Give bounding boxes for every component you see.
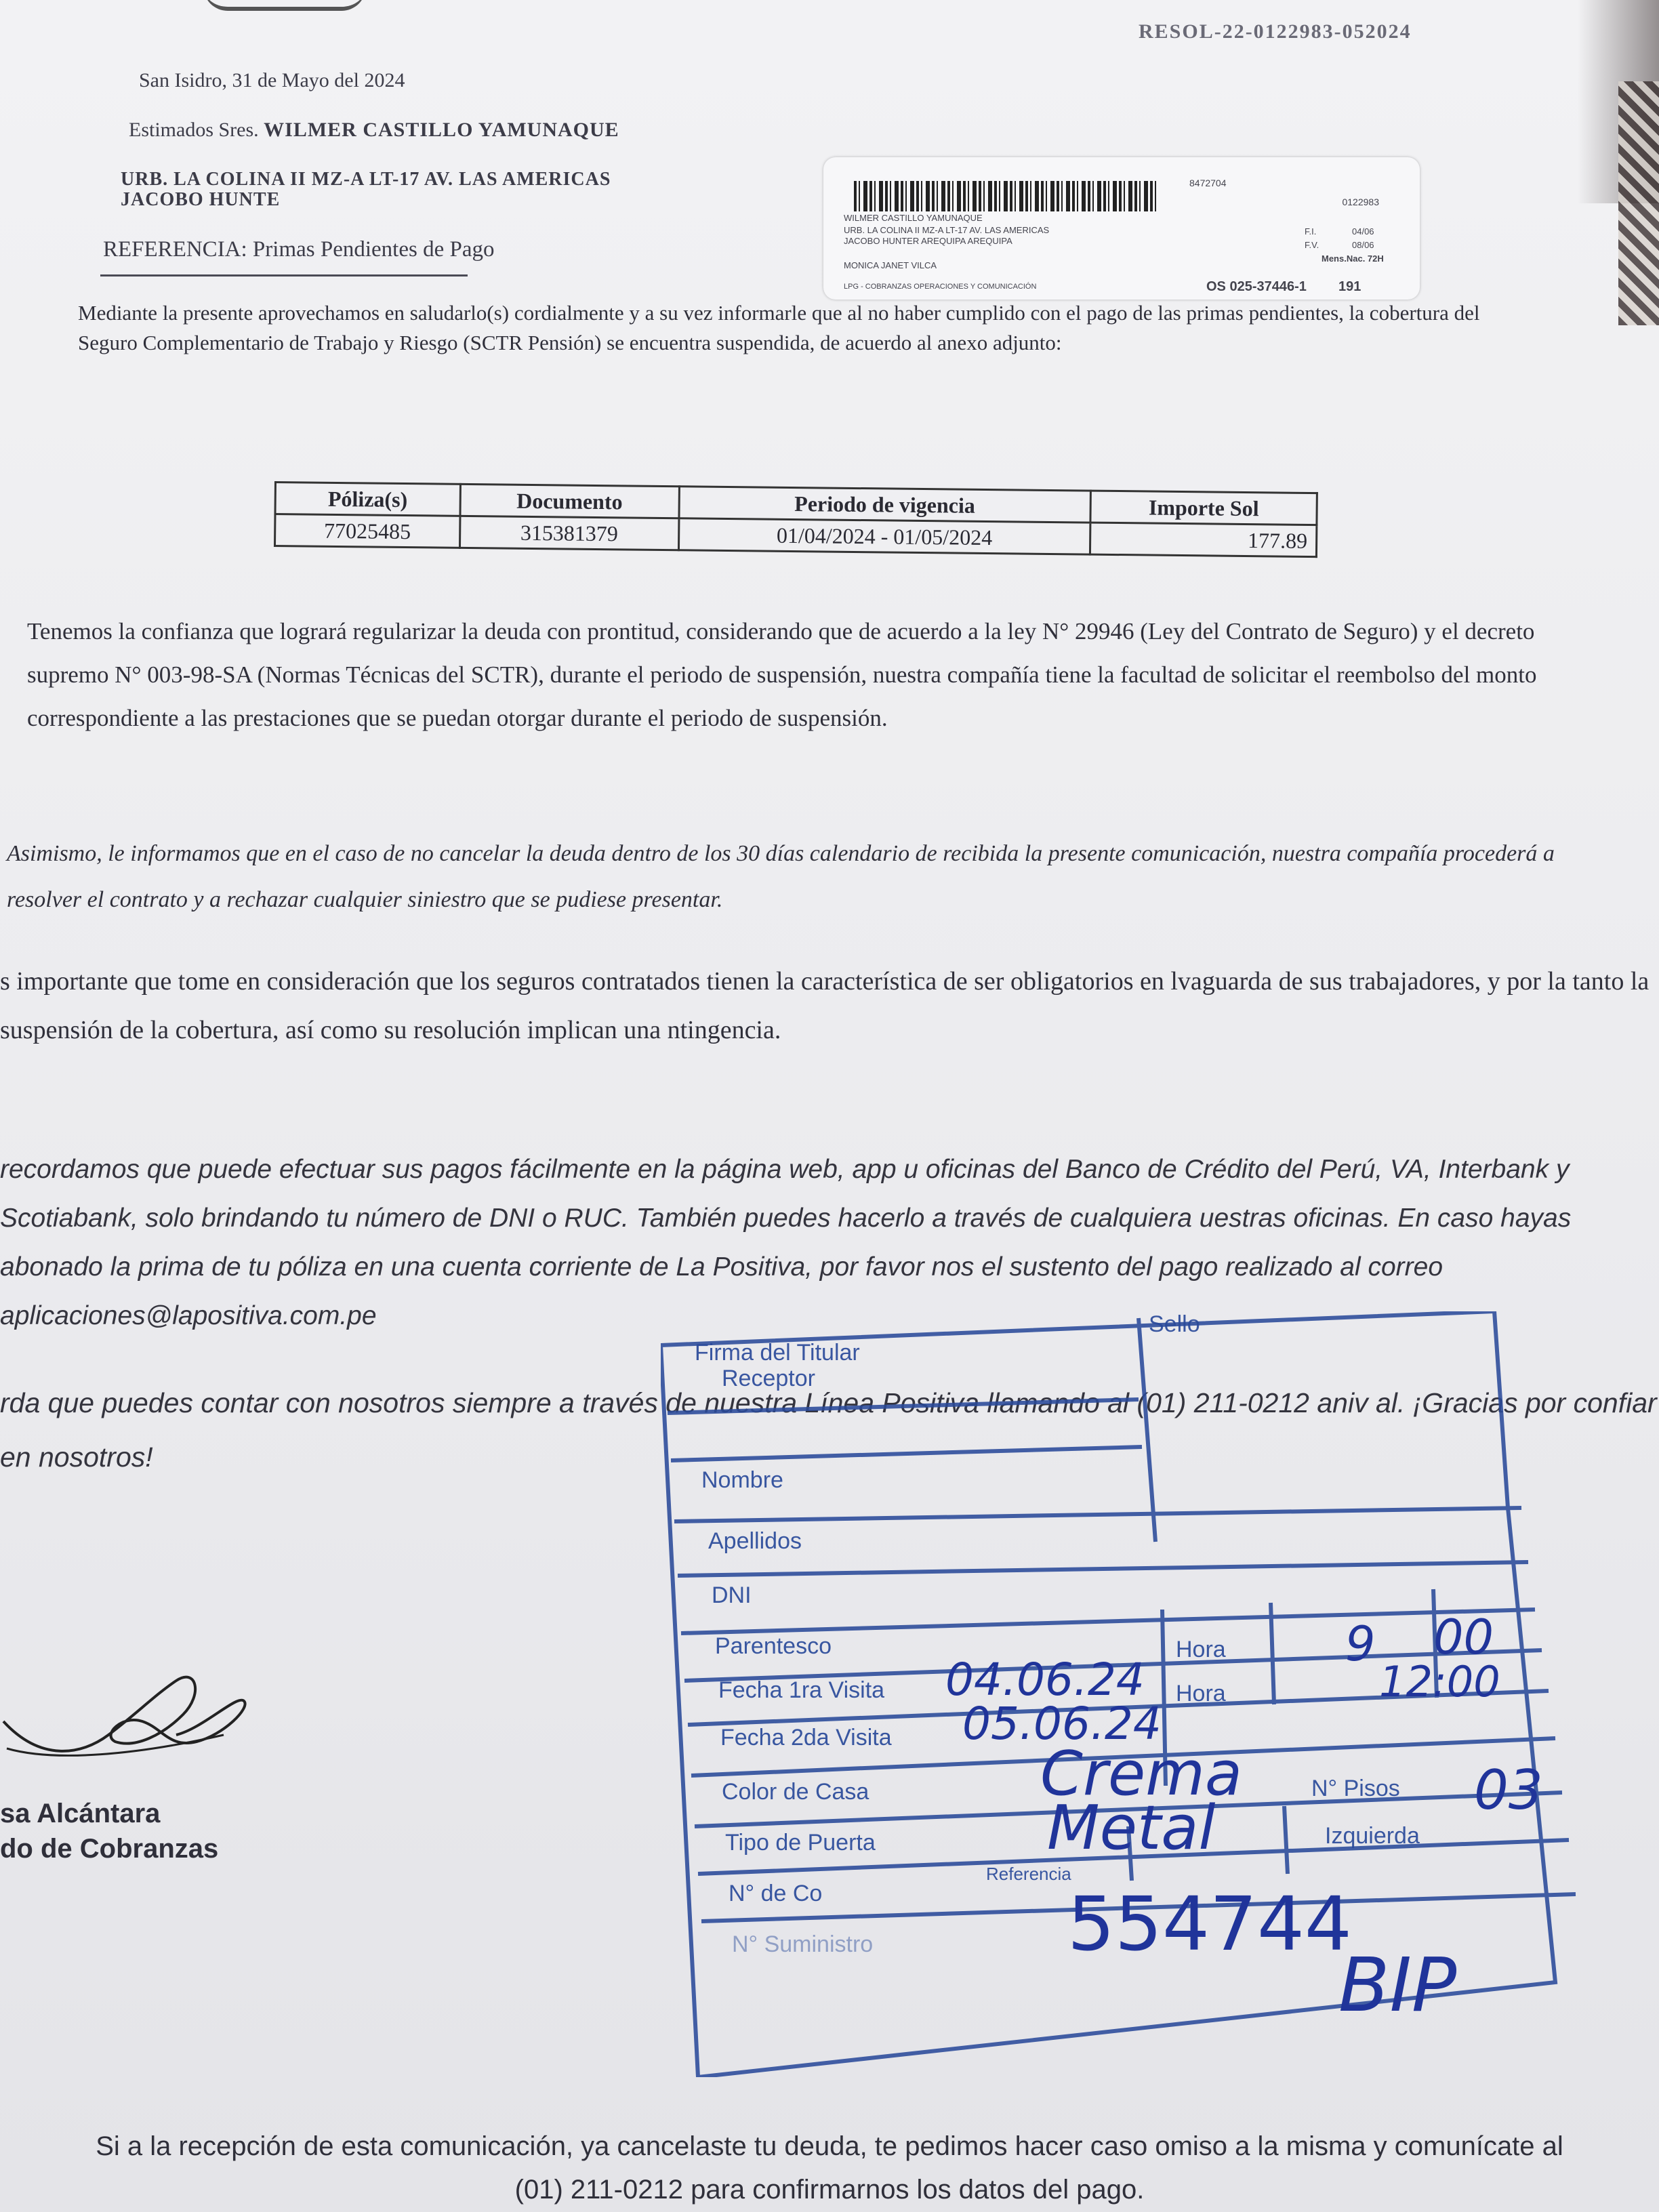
stamp-izquierda: Izquierda — [1325, 1823, 1420, 1849]
label-fv: F.V. — [1305, 240, 1319, 250]
stamp-n-co: N° de Co — [729, 1881, 823, 1906]
reference-underline — [100, 274, 468, 276]
label-contact: MONICA JANET VILCA — [844, 260, 937, 270]
handwritten-hour-2: 12:00 — [1379, 1657, 1500, 1706]
handwritten-mark: BIP — [1338, 1942, 1457, 2028]
barcode-icon — [854, 181, 1159, 211]
greeting — [129, 119, 619, 142]
policy-table — [274, 481, 1318, 558]
handwritten-number: 554744 — [1067, 1881, 1352, 1967]
label-fi-value: 04/06 — [1352, 226, 1374, 237]
recipient-address — [121, 169, 611, 210]
paragraph-confidence: Tenemos la confianza que logrará regularizar la deuda con prontitud, considerando que de acuerdo a la ley N° 29946 (Ley del Contrato de Seguro) y el decreto supremo N° 003-98-SA (Normas Técnicas del SCTR), durante el periodo de suspensión, nuestra compañía tiene la facultad de solicitar el reembolso del monto correspondiente a las prestaciones que se puedan otorgar durante el periodo de suspensión. — [27, 618, 1537, 731]
stamp-color-casa: Color de Casa — [722, 1779, 869, 1805]
column-header: Documento — [460, 484, 679, 518]
address-line-2: JACOBO HUNTE — [121, 189, 281, 210]
intro-paragraph: Mediante la presente aprovechamos en saludarlo(s) cordialmente y a su vez informarle que al no haber cumplido con el pago de las primas pendientes, la cobertura del Seguro Complementario de Trabajo y Riesgo (SCTR Pensión) se encuentra suspendida, de acuerdo al anexo adjunto: — [78, 301, 1480, 354]
paragraph-importance: s importante que tome en consideración que los seguros contratados tienen la característica de ser obligatorios en lvaguarda de sus trabajadores, y por la tanto la suspensión de la cobertura, así como su resolución implican una ntingencia. — [0, 967, 1650, 1044]
paragraph-closing: rda que puedes contar con nosotros siempre a través de nuestra Línea Positiva llamando al (01) 211-0212 aniv al. ¡Gracias por confiar en nosotros! — [0, 1387, 1657, 1473]
stamp-hora-2: Hora — [1176, 1681, 1226, 1706]
handwritten-floors: 03 — [1474, 1759, 1543, 1822]
column-header: Póliza(s) — [275, 483, 460, 516]
stamp-referencia: Referencia — [986, 1864, 1071, 1884]
paragraph-payment: recordamos que puede efectuar sus pagos fácilmente en la página web, app u oficinas del Banco de Crédito del Perú, VA, Interbank y Scotiabank, solo brindando tu número de DNI o RUC. También puedes hacerlo a través de cualquiera uestras oficinas. En caso hayas abonado la prima de tu póliza en una cuenta corriente de La Positiva, por favor nos el sustento del pago realizado al correo aplicaciones@lapositiva.com.pe — [0, 1155, 1572, 1330]
stamp-firma: Firma del Titular — [695, 1340, 860, 1366]
handwritten-date-2: 05.06.24 — [962, 1698, 1162, 1750]
label-os-num: 191 — [1338, 279, 1361, 294]
delivery-stamp — [661, 1311, 1650, 2077]
column-header: Periodo de vigencia — [679, 487, 1091, 523]
footer-line-1: Si a la recepción de esta comunicación, ya cancelaste tu deuda, te pedimos hacer caso omiso a la misma y comunícate al — [96, 2131, 1563, 2161]
recipient-name: WILMER CASTILLO YAMUNAQUE — [264, 119, 619, 141]
stamp-hora: Hora — [1176, 1637, 1226, 1662]
paragraph-cancellation: Asimismo, le informamos que en el caso de no cancelar la deuda dentro de los 30 días calendario de recibida la presente comunicación, nuestra compañía procederá a resolver el contrato y a rechazar cualquier siniestro que se pudiese presentar. — [7, 841, 1555, 912]
handwritten-date-1: 04.06.24 — [945, 1654, 1145, 1706]
stamp-fecha-2: Fecha 2da Visita — [720, 1725, 892, 1750]
resolution-number: RESOL-22-0122983-052024 — [1139, 20, 1412, 43]
label-department: LPG - COBRANZAS OPERACIONES Y COMUNICACIÓN — [844, 283, 1037, 291]
handwritten-hour-1: 9 — [1345, 1616, 1376, 1672]
footer-line-2: (01) 211-0212 para confirmarnos los datos del pago. — [514, 2175, 1145, 2205]
policy-number: 77025485 — [274, 514, 459, 548]
stamp-pisos: N° Pisos — [1311, 1776, 1400, 1801]
stamp-nombre: Nombre — [701, 1467, 783, 1493]
handwritten-minutes-1: 00 — [1433, 1610, 1494, 1665]
reference: REFERENCIA: Primas Pendientes de Pago — [103, 237, 495, 262]
label-name: WILMER CASTILLO YAMUNAQUE — [844, 213, 983, 223]
greeting-prefix: Estimados Sres. — [129, 119, 259, 141]
document-number: 315381379 — [459, 516, 678, 550]
stamp-fecha-1: Fecha 1ra Visita — [718, 1677, 885, 1703]
signature-scribble — [0, 1654, 258, 1782]
stamp-apellidos: Apellidos — [708, 1528, 802, 1554]
footer — [0, 2125, 1659, 2211]
top-edge-mark — [203, 0, 366, 11]
handwritten-color: Crema — [1040, 1738, 1243, 1809]
label-os: OS 025-37446-1 — [1206, 279, 1307, 294]
label-fi: F.I. — [1305, 226, 1317, 237]
signatory-role: do de Cobranzas — [0, 1834, 219, 1864]
label-address-2: JACOBO HUNTER AREQUIPA AREQUIPA — [844, 236, 1012, 246]
stamp-tipo-puerta: Tipo de Puerta — [725, 1830, 876, 1856]
stamp-dni: DNI — [712, 1582, 752, 1608]
stamp-receptor: Receptor — [722, 1366, 815, 1391]
column-header: Importe Sol — [1090, 491, 1317, 525]
stamp-suministro: N° Suministro — [732, 1931, 874, 1957]
label-small-code: 8472704 — [1189, 178, 1227, 188]
label-mens: Mens.Nac. 72H — [1322, 253, 1384, 264]
signatory-name: sa Alcántara — [0, 1799, 161, 1828]
letter-date: San Isidro, 31 de Mayo del 2024 — [139, 69, 405, 91]
background-fabric — [1618, 81, 1659, 325]
label-address-1: URB. LA COLINA II MZ-A LT-17 AV. LAS AMERICAS — [844, 225, 1050, 235]
signatory — [0, 1796, 218, 1866]
stamp-parentesco: Parentesco — [715, 1633, 832, 1659]
label-code: 0122983 — [1342, 197, 1379, 207]
handwritten-door-type: Metal — [1047, 1793, 1216, 1864]
address-line-1: URB. LA COLINA II MZ-A LT-17 AV. LAS AMERICAS — [121, 169, 611, 190]
stamp-sello: Sello — [1149, 1311, 1200, 1337]
validity-period: 01/04/2024 - 01/05/2024 — [678, 518, 1090, 554]
amount: 177.89 — [1090, 523, 1317, 556]
label-fv-value: 08/06 — [1352, 240, 1374, 250]
mailing-label — [823, 157, 1420, 300]
